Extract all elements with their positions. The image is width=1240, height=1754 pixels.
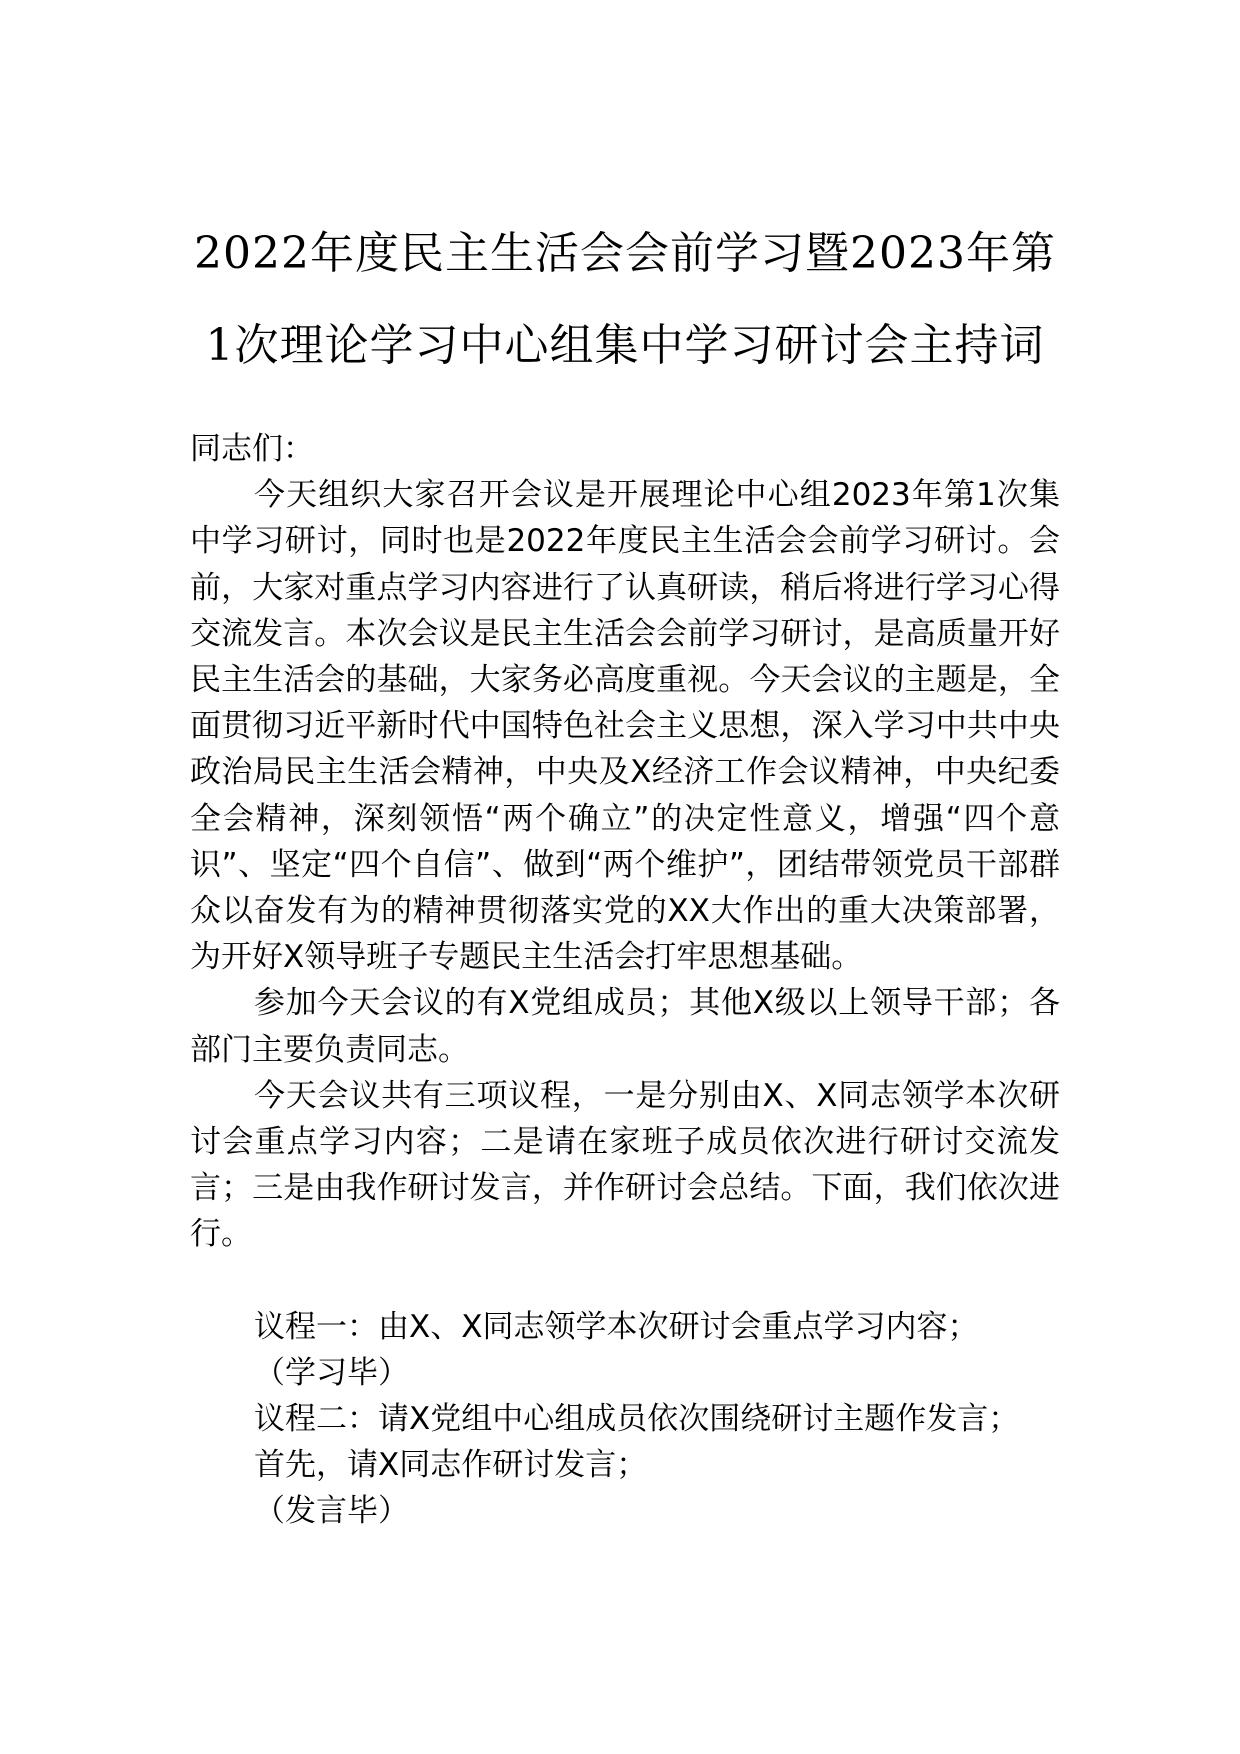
agenda-note-2: （发言毕）: [254, 1493, 409, 1530]
document-title: [190, 208, 1060, 392]
agenda-item-2-first-speaker: 首先，请X同志作研讨发言；: [254, 1447, 648, 1484]
paragraph-agenda: 今天会议共有三项议程，一是分别由X、X同志领学本次研讨会重点学习内容；二是请在家班子成员依次进行研讨交流发言；三是由我作研讨发言，并作研讨会总结。下面，我们依次进行。: [190, 1077, 1060, 1253]
salutation: 同志们：: [190, 431, 314, 467]
document-page: [190, 0, 1060, 1754]
document-body: [190, 426, 1060, 1535]
blank-line: [190, 1258, 1060, 1304]
title-line-2: 1次理论学习中心组集中学习研讨会主持词: [205, 320, 1045, 371]
title-line-1: 2022年度民主生活会会前学习暨2023年第: [194, 228, 1056, 279]
agenda-note-1: （学习毕）: [254, 1354, 409, 1391]
paragraph-opening: 今天组织大家召开会议是开展理论中心组2023年第1次集中学习研讨，同时也是2022年度民主生活会会前学习研讨。会前，大家对重点学习内容进行了认真研读，稍后将进行学习心得交流发言。本次会议是民主生活会会前学习研讨，是高质量开好民主生活会的基础，大家务必高度重视。今天会议的主题是，全面贯彻习近平新时代中国特色社会主义思想，深入学习中共中央政治局民主生活会精神，中央及X经济工作会议精神，中央纪委全会精神，深刻领悟“两个确立”的决定性意义，增强“四个意识”、坚定“四个自信”、做到“两个维护”，团结带领党员干部群众以奋发有为的精神贯彻落实党的XX大作出的重大决策部署，为开好X领导班子专题民主生活会打牢思想基础。: [190, 477, 1060, 976]
agenda-item-1: 议程一：由X、X同志领学本次研讨会重点学习内容；: [254, 1308, 979, 1345]
paragraph-attendees: 参加今天会议的有X党组成员；其他X级以上领导干部；各部门主要负责同志。: [190, 985, 1060, 1068]
agenda-item-2: 议程二：请X党组中心组成员依次围绕研讨主题作发言；: [254, 1401, 1020, 1438]
